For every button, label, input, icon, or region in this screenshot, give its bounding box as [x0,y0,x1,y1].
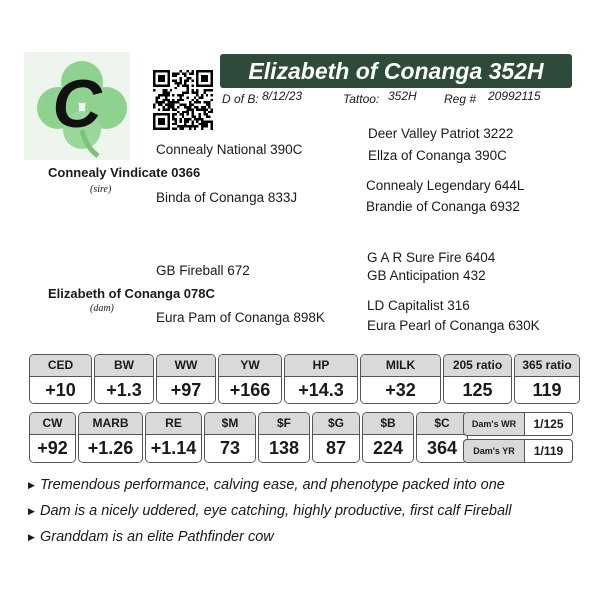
epd-value: +1.26 [79,435,142,462]
pedigree-sire-dam: Binda of Conanga 833J [156,190,298,205]
epd-cell [29,412,76,463]
pedigree-ss-dam: Ellza of Conanga 390C [368,148,507,163]
dam-yr-row [463,439,573,463]
epd-value: +1.3 [95,377,153,404]
epd-cell [78,412,143,463]
qr-code[interactable] [153,70,213,130]
epd-label: $M [205,413,255,435]
epd-label: $G [313,413,359,435]
epd-cell [258,412,310,463]
epd-label: $F [259,413,309,435]
reg-label: Reg # [444,92,477,106]
note-text: Tremendous performance, calving ease, and phenotype packed into one [40,477,505,493]
bullet-arrow-icon: ▶ [28,505,35,516]
epd-cell [416,412,468,463]
epd-label: YW [219,355,281,377]
epd-value: +92 [30,435,75,462]
dam-yr-value: 1/119 [525,439,573,463]
dob-label: D of B: [222,92,259,106]
tattoo-label: Tattoo: [343,92,380,106]
epd-value: 125 [444,377,511,404]
dam-wr-value: 1/125 [525,412,573,436]
epd-value: +10 [30,377,91,404]
epd-value: 87 [313,435,359,462]
epd-label: MARB [79,413,142,435]
epd-label: 205 ratio [444,355,511,377]
epd-cell [94,354,154,404]
pedigree-sire-role: (sire) [90,184,112,195]
animal-name-banner: Elizabeth of Conanga 352H [220,54,572,88]
epd-table-row2 [29,412,470,463]
pedigree-ss-sire: Deer Valley Patriot 3222 [368,126,514,141]
note-text: Granddam is an elite Pathfinder cow [40,529,274,545]
pedigree-dam: Elizabeth of Conanga 078C [48,286,215,301]
epd-value: 138 [259,435,309,462]
bullet-arrow-icon: ▶ [28,479,35,490]
conanga-logo [24,52,130,160]
dam-yr-label: Dam's YR [463,439,525,463]
epd-cell [514,354,580,404]
pedigree-ds-dam: GB Anticipation 432 [367,268,486,283]
notes-list [28,472,588,550]
pedigree-sire: Connealy Vindicate 0366 [48,165,201,180]
epd-label: HP [285,355,357,377]
epd-value: 73 [205,435,255,462]
pedigree-dam-dam: Eura Pam of Conanga 898K [156,310,325,325]
epd-label: $B [363,413,413,435]
epd-cell [312,412,360,463]
epd-label: CW [30,413,75,435]
epd-value: +1.14 [146,435,201,462]
epd-value: 119 [515,377,579,404]
list-item [28,498,588,524]
pedigree-sd-sire: Connealy Legendary 644L [366,178,525,193]
epd-value: +166 [219,377,281,404]
pedigree-sire-sire: Connealy National 390C [156,142,303,157]
epd-cell [284,354,358,404]
epd-cell [156,354,216,404]
epd-label: WW [157,355,215,377]
logo-letter: C [52,66,102,142]
pedigree-ds-sire: G A R Sure Fire 6404 [367,250,496,265]
epd-label: BW [95,355,153,377]
epd-value: 224 [363,435,413,462]
dob-value: 8/12/23 [262,89,303,103]
tattoo-value: 352H [388,89,417,103]
list-item [28,524,588,550]
pedigree-sd-dam: Brandie of Conanga 6932 [366,199,520,214]
epd-label: MILK [361,355,440,377]
epd-value: 364 [417,435,467,462]
dam-ratios [463,412,573,466]
epd-label: $C [417,413,467,435]
epd-value: +32 [361,377,440,404]
epd-cell [204,412,256,463]
epd-cell [443,354,512,404]
pedigree-dd-sire: LD Capitalist 316 [367,298,470,313]
dam-wr-row [463,412,573,436]
epd-label: RE [146,413,201,435]
dam-wr-label: Dam's WR [463,412,525,436]
epd-cell [218,354,282,404]
epd-cell [362,412,414,463]
epd-label: CED [30,355,91,377]
epd-table-row1 [29,354,582,404]
epd-cell [29,354,92,404]
pedigree-dd-dam: Eura Pearl of Conanga 630K [367,318,540,333]
bullet-arrow-icon: ▶ [28,531,35,542]
epd-cell [145,412,202,463]
note-text: Dam is a nicely uddered, eye catching, highly productive, first calf Fireball [40,503,512,519]
pedigree-dam-role: (dam) [90,303,114,314]
reg-value: 20992115 [488,89,541,103]
pedigree-dam-sire: GB Fireball 672 [156,263,250,278]
epd-value: +97 [157,377,215,404]
epd-value: +14.3 [285,377,357,404]
epd-cell [360,354,441,404]
epd-label: 365 ratio [515,355,579,377]
list-item [28,472,588,498]
